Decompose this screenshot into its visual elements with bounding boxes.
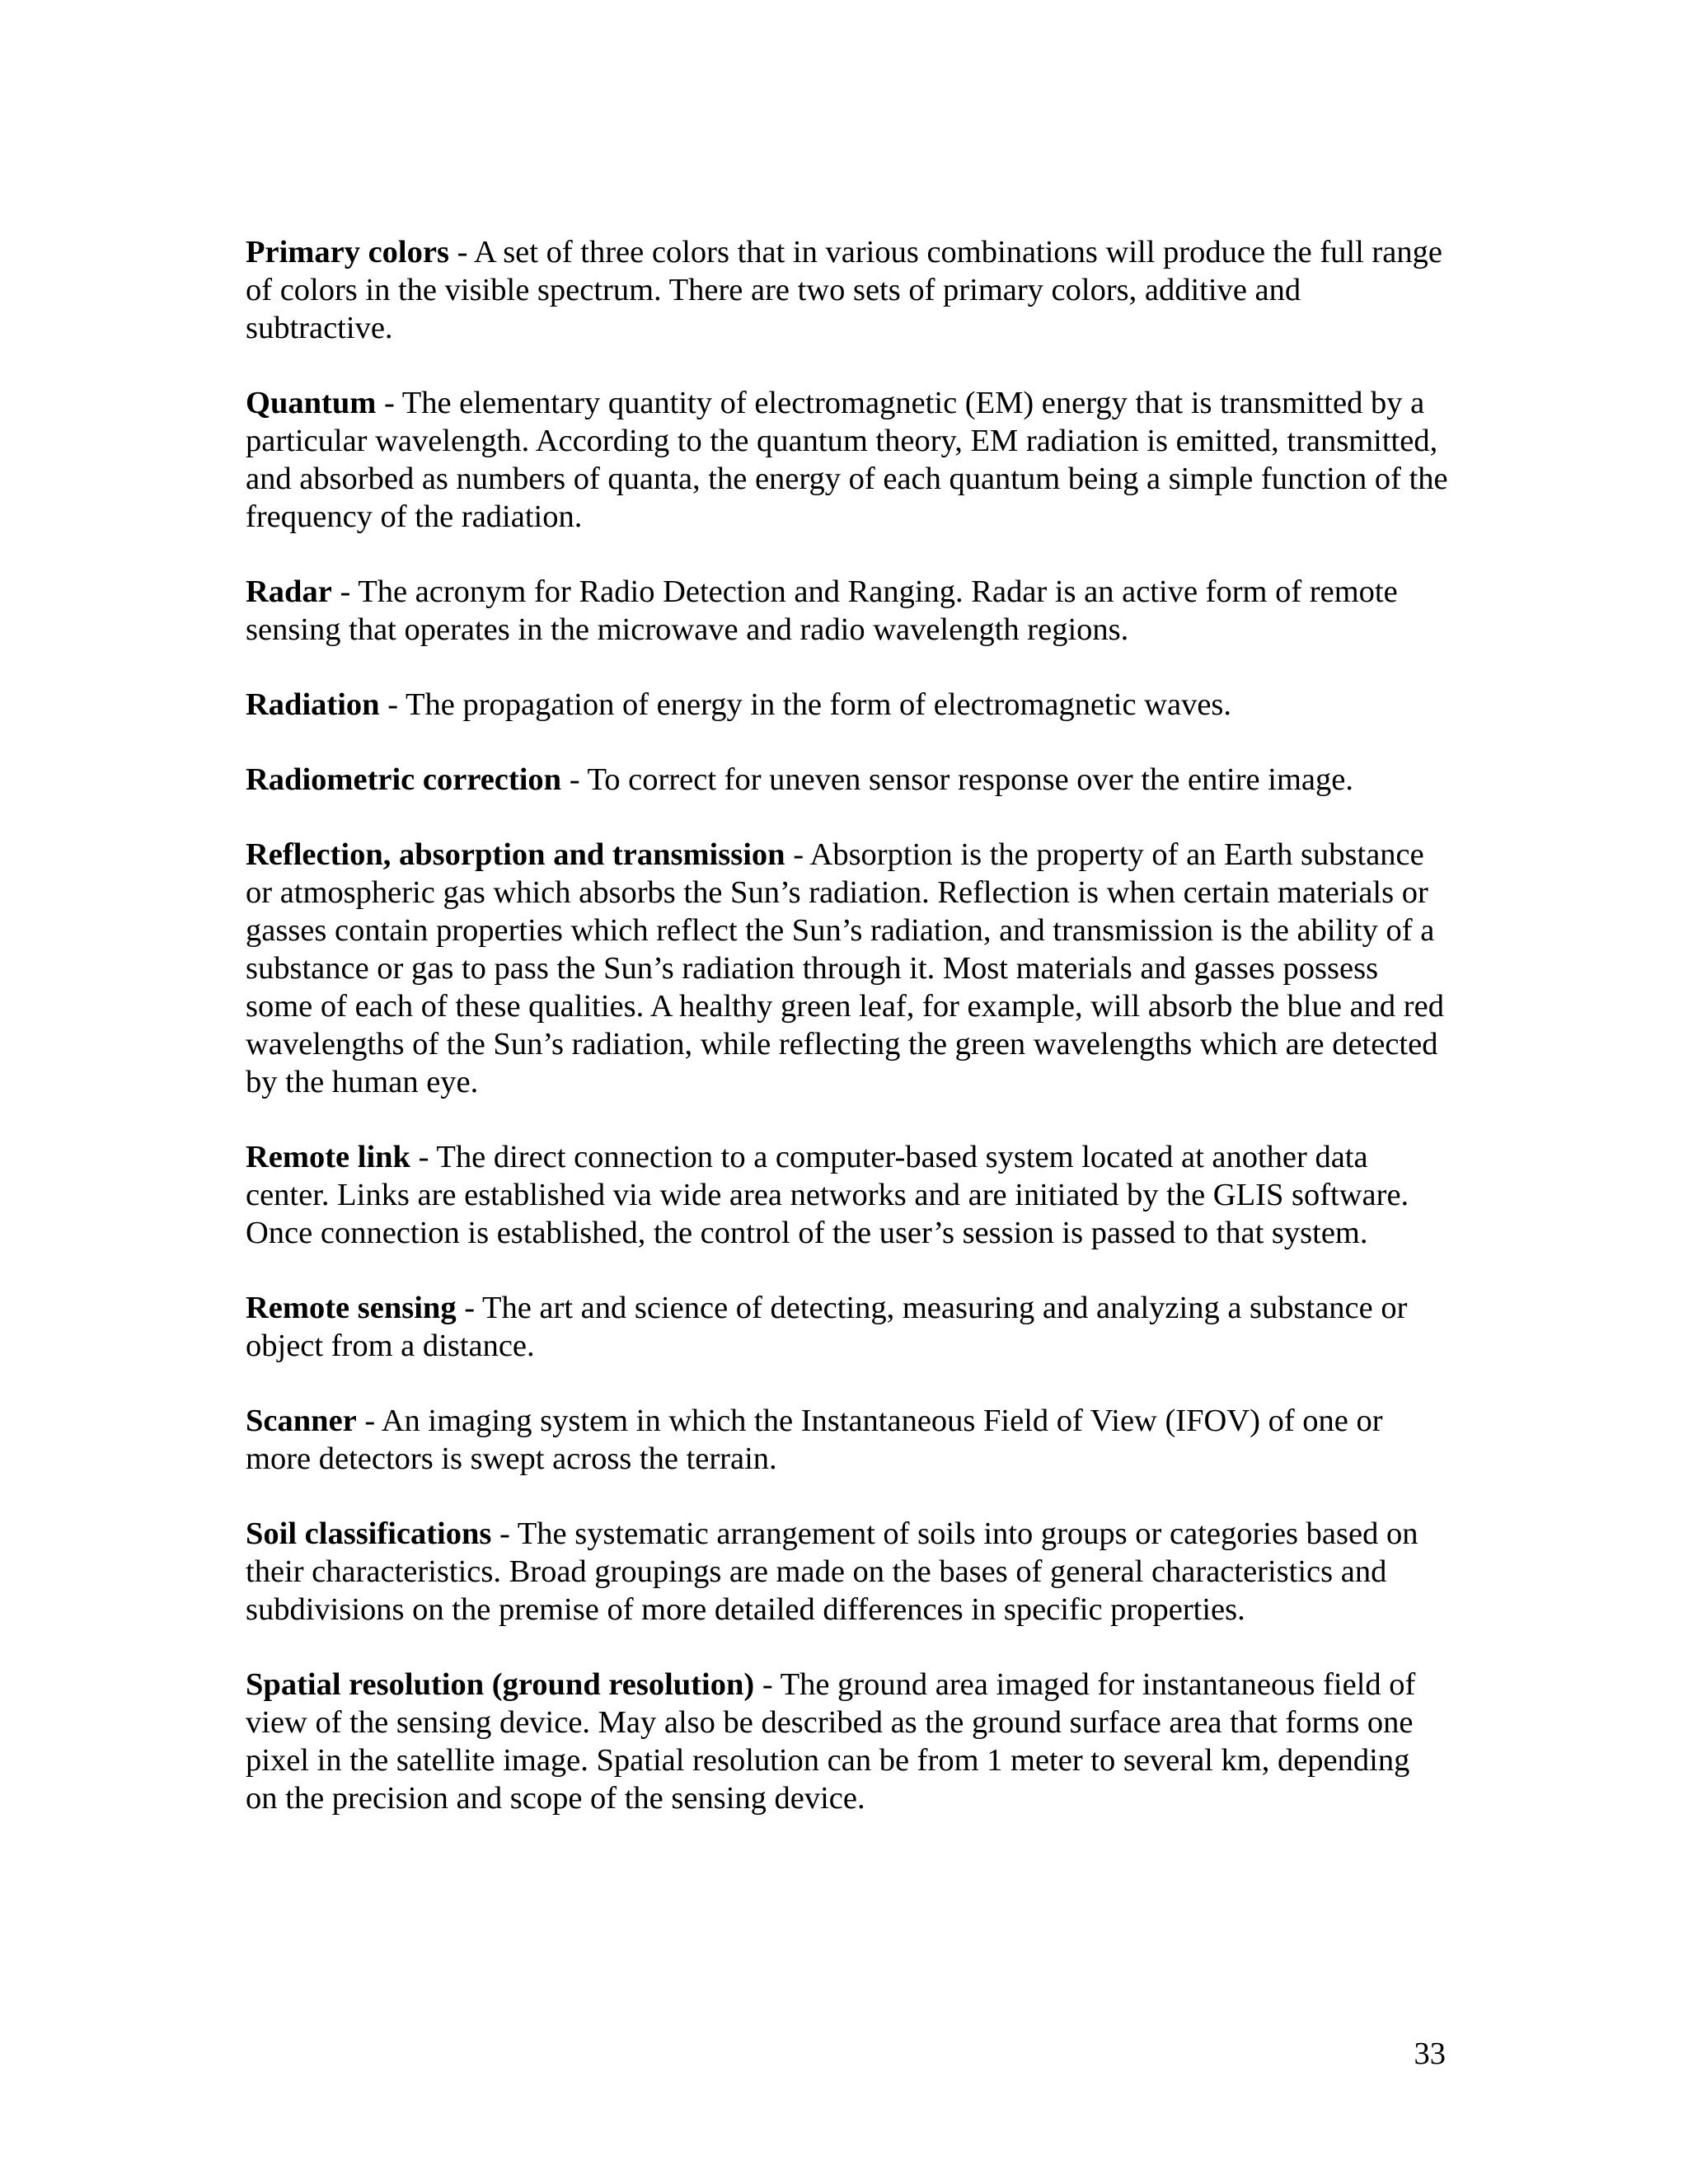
glossary-term: Radar <box>246 574 332 609</box>
glossary-term: Primary colors <box>246 235 449 269</box>
glossary-list <box>246 233 1449 1854</box>
glossary-definition: - The elementary quantity of electromagnetic (EM) energy that is transmitted by a particular wavelength. According to the quantum theory, EM radiation is emitted, transmitted, and absorbed as numbers of quanta, the energy of each quantum being a simple function of the frequency of the radiation. <box>246 386 1448 534</box>
page-number: 33 <box>1414 2036 1446 2071</box>
glossary-definition: - An imaging system in which the Instantaneous Field of View (IFOV) of one or more detectors is swept across the terrain. <box>246 1404 1383 1476</box>
glossary-definition: - The systematic arrangement of soils into groups or categories based on their characteristics. Broad groupings are made on the bases of general characteristics and subdivisions on the premise of more detailed differences in specific properties. <box>246 1516 1418 1627</box>
glossary-definition: - The propagation of energy in the form of electromagnetic waves. <box>379 687 1232 722</box>
glossary-term: Soil classifications <box>246 1516 492 1551</box>
glossary-entry-remote-sensing <box>246 1289 1449 1365</box>
glossary-entry-spatial-resolution <box>246 1666 1449 1817</box>
glossary-entry-scanner <box>246 1402 1449 1478</box>
glossary-entry-quantum <box>246 384 1449 536</box>
glossary-entry-radar <box>246 573 1449 649</box>
glossary-term: Reflection, absorption and transmission <box>246 837 785 872</box>
glossary-entry-soil-classifications <box>246 1515 1449 1629</box>
glossary-definition: - Absorption is the property of an Earth substance or atmospheric gas which absorbs the Sun’s radiation. Reflection is when certain materials or gasses contain properties which reflect the Sun’s radiation, and transmission is the ability of a substance or gas to pass the Sun’s radiation through it. Most materials and gasses possess some of each of these qualities. A healthy green leaf, for example, will absorb the blue and red wavelengths of the Sun’s radiation, while reflecting the green wavelengths which are detected by the human eye. <box>246 837 1444 1099</box>
glossary-term: Quantum <box>246 386 377 420</box>
glossary-entry-radiation <box>246 686 1449 724</box>
glossary-term: Spatial resolution (ground resolution) <box>246 1667 755 1702</box>
glossary-term: Remote link <box>246 1140 410 1174</box>
glossary-entry-remote-link <box>246 1138 1449 1252</box>
glossary-entry-radiometric-correction <box>246 761 1449 799</box>
glossary-term: Radiometric correction <box>246 762 562 797</box>
glossary-definition: - The ground area imaged for instantaneous field of view of the sensing device. May also be described as the ground surface area that forms one pixel in the satellite image. Spatial resolution can be from 1 meter to several km, depending on the precision and scope of the sensing device. <box>246 1667 1416 1816</box>
glossary-entry-primary-colors <box>246 233 1449 347</box>
glossary-entry-reflection-absorption-transmission <box>246 836 1449 1101</box>
glossary-definition: - A set of three colors that in various combinations will produce the full range of colors in the visible spectrum. There are two sets of primary colors, additive and subtractive. <box>246 235 1442 345</box>
glossary-term: Scanner <box>246 1404 357 1438</box>
glossary-term: Radiation <box>246 687 380 722</box>
glossary-definition: - The art and science of detecting, measuring and analyzing a substance or object from a distance. <box>246 1291 1408 1363</box>
glossary-definition: - To correct for uneven sensor response over the entire image. <box>561 762 1353 797</box>
glossary-term: Remote sensing <box>246 1291 457 1325</box>
glossary-definition: - The direct connection to a computer-based system located at another data center. Links are established via wide area networks and are initiated by the GLIS software. Once connection is established, the control of the user’s session is passed to that system. <box>246 1140 1409 1250</box>
glossary-definition: - The acronym for Radio Detection and Ranging. Radar is an active form of remote sensing that operates in the microwave and radio wavelength regions. <box>246 574 1398 647</box>
